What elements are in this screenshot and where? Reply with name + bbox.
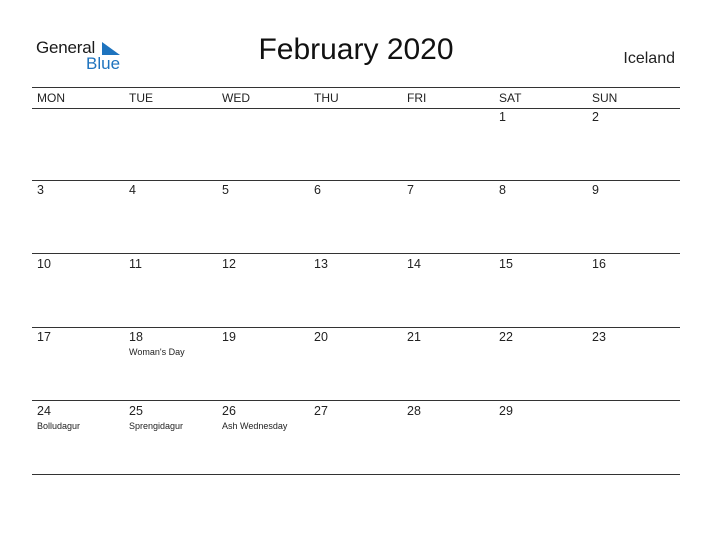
day-number: 20 (314, 330, 328, 345)
day-number: 18 (129, 330, 143, 345)
day-number: 13 (314, 256, 328, 271)
day-cell (124, 401, 216, 474)
day-cell (124, 254, 216, 327)
day-cell (309, 107, 401, 180)
day-cell (494, 327, 586, 400)
day-cell (587, 401, 679, 474)
holiday-label: Sprengidagur (129, 420, 184, 431)
day-number: 1 (499, 110, 506, 124)
day-cell (217, 401, 309, 474)
day-cell (587, 107, 679, 180)
day-cell (587, 327, 679, 400)
day-number: 4 (129, 183, 136, 198)
day-number: 6 (314, 183, 321, 198)
weekday-sat: SAT (499, 91, 522, 105)
day-cell (309, 401, 401, 474)
day-number: 12 (222, 256, 236, 271)
day-cell (32, 401, 124, 474)
day-cell (32, 254, 124, 327)
day-number: 9 (592, 183, 599, 198)
day-number: 7 (407, 183, 414, 198)
day-cell (217, 107, 309, 180)
holiday-label: Bolludagur (37, 420, 81, 431)
weekday-fri: FRI (407, 91, 427, 105)
day-number: 14 (407, 256, 421, 271)
country-label: Iceland (623, 50, 675, 67)
day-cell (402, 180, 494, 253)
day-cell (217, 327, 309, 400)
day-number: 2 (592, 110, 599, 124)
day-cell (217, 180, 309, 253)
day-number: 5 (222, 183, 229, 198)
weekday-thu: THU (314, 91, 339, 105)
day-number: 3 (37, 183, 44, 198)
day-cell (124, 180, 216, 253)
week-row (32, 180, 680, 254)
holiday-label: Woman's Day (129, 347, 185, 358)
day-cell (402, 327, 494, 400)
logo-text-blue: Blue (86, 54, 121, 73)
week-row (32, 107, 680, 181)
day-cell (32, 107, 124, 180)
weekday-mon: MON (37, 91, 65, 105)
day-number: 25 (129, 403, 143, 418)
weekday-tue: TUE (129, 91, 153, 105)
day-cell (309, 327, 401, 400)
day-number: 27 (314, 403, 328, 418)
day-cell (32, 180, 124, 253)
day-cell (309, 254, 401, 327)
weekday-sun: SUN (592, 91, 618, 105)
day-cell (402, 401, 494, 474)
day-number: 22 (499, 330, 513, 345)
day-cell (494, 107, 586, 180)
day-number: 11 (129, 256, 142, 271)
weekday-header-row (32, 87, 680, 109)
day-number: 26 (222, 403, 236, 418)
day-number: 16 (592, 256, 606, 271)
day-number: 19 (222, 330, 236, 345)
day-cell (32, 327, 124, 400)
week-row (32, 254, 680, 328)
day-number: 8 (499, 183, 506, 198)
day-cell (309, 180, 401, 253)
calendar-title: February 2020 (258, 33, 454, 66)
day-cell (587, 180, 679, 253)
day-number: 24 (37, 403, 51, 418)
day-number: 17 (37, 330, 51, 345)
logo-text-general: General (36, 38, 96, 57)
day-number: 28 (407, 403, 421, 418)
holiday-label: Ash Wednesday (222, 420, 288, 431)
day-number: 29 (499, 403, 513, 418)
day-cell (402, 107, 494, 180)
day-cell (217, 254, 309, 327)
day-cell (494, 254, 586, 327)
day-number: 21 (407, 330, 421, 345)
week-row (32, 401, 680, 475)
day-cell (494, 180, 586, 253)
day-cell (587, 254, 679, 327)
day-cell (402, 254, 494, 327)
day-number: 15 (499, 256, 513, 271)
day-number: 23 (592, 330, 606, 345)
day-cell (494, 401, 586, 474)
day-cell (124, 327, 216, 400)
week-row (32, 327, 680, 401)
day-number: 10 (37, 256, 51, 271)
day-cell (124, 107, 216, 180)
weekday-wed: WED (222, 91, 250, 105)
